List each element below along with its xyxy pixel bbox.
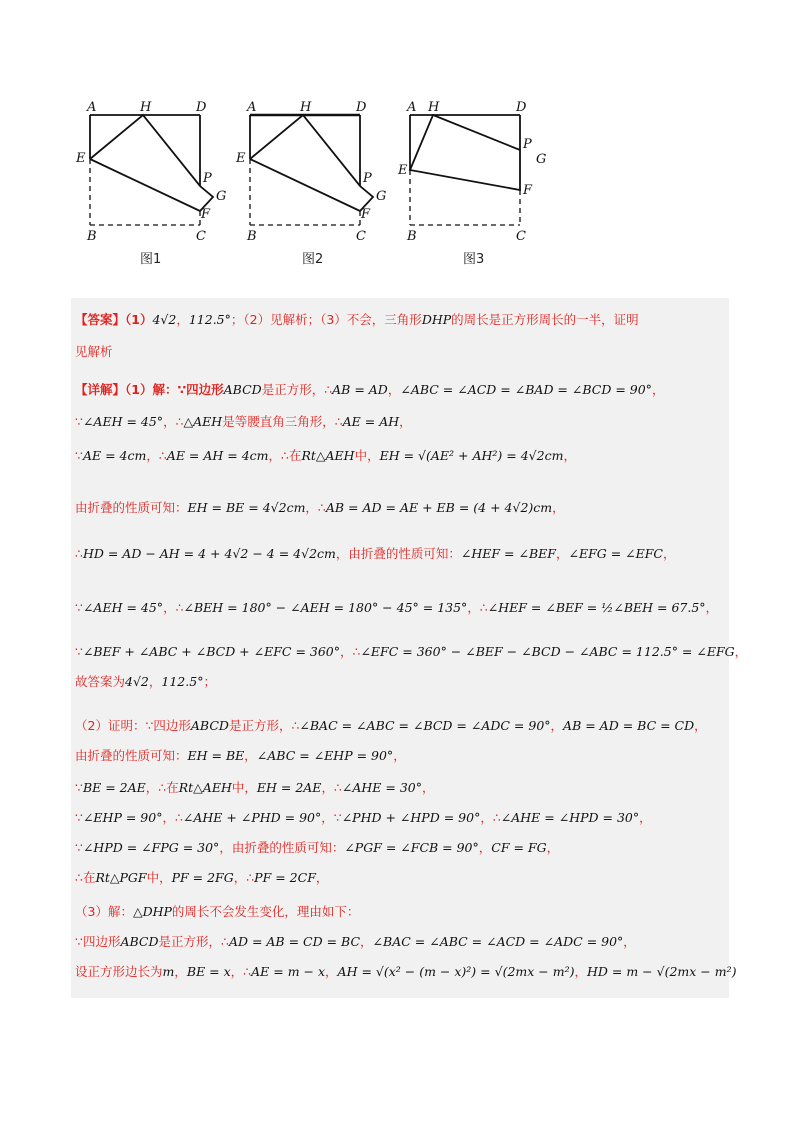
solution-text: 中，	[354, 448, 380, 463]
math-expression: ∠HPD = ∠FPG = 30°	[82, 840, 220, 855]
label-B2: B	[247, 229, 257, 244]
label-F1: F	[201, 207, 211, 222]
solution-text: ，	[399, 414, 412, 429]
solution-text: （3）解：	[75, 904, 133, 919]
label-E2: E	[236, 151, 246, 166]
solution-text: 见解析	[75, 344, 113, 359]
solution-line	[75, 380, 664, 398]
math-expression: EH = BE	[187, 748, 245, 763]
solution-line	[75, 598, 718, 616]
solution-line	[75, 902, 359, 920]
math-expression: ∠AEH = 45°	[82, 414, 164, 429]
math-expression: △AEH	[183, 414, 223, 429]
solution-line	[75, 716, 707, 734]
math-expression: ∠EFG = ∠EFC	[568, 546, 663, 561]
math-expression: ∠ABC = ∠EHP = 90°	[256, 748, 394, 763]
math-expression: 112.5°	[161, 674, 204, 689]
solution-text: ，∴	[305, 500, 326, 515]
solution-text: ，∴	[146, 448, 167, 463]
math-expression: ∠HEF = ∠BEF = ½∠BEH = 67.5°	[487, 600, 706, 615]
label-P1: P	[203, 171, 212, 186]
solution-text: ∵	[75, 600, 83, 615]
solution-text: ，	[705, 600, 719, 615]
math-expression: ∠ABC = ∠ACD = ∠BAD = ∠BCD = 90°	[400, 382, 652, 397]
math-expression: ABCD	[190, 718, 229, 733]
label-H1: H	[140, 100, 152, 115]
solution-text: 由折叠的性质可知：	[75, 748, 188, 763]
math-expression: ∠BEH = 180° − ∠AEH = 180° − 45° = 135°	[183, 600, 468, 615]
label-A2: A	[247, 100, 257, 115]
label-E1: E	[76, 151, 86, 166]
solution-line	[75, 868, 328, 886]
math-expression: BE = 2AE	[82, 780, 146, 795]
label-D3: D	[516, 100, 527, 115]
solution-line	[75, 310, 639, 328]
solution-text: ∵	[75, 448, 83, 463]
solution-line	[75, 838, 559, 856]
solution-text: 是正方形，∴	[228, 718, 300, 733]
solution-text: 的周长是正方形周长的一半，证明	[451, 312, 639, 327]
math-expression: △DHP	[132, 904, 172, 919]
solution-text: 是等腰直角三角形，∴	[222, 414, 343, 429]
math-expression: PF = 2FG	[171, 870, 234, 885]
math-expression: AD = AB = CD = BC	[228, 934, 361, 949]
label-C2: C	[356, 229, 366, 244]
solution-text: ；（2）见解析；（3）不会，三角形	[230, 312, 422, 327]
math-expression: 112.5°	[188, 312, 231, 327]
math-expression: AB = AD = AE + EB = (4 + 4√2)cm	[325, 500, 553, 515]
label-D1: D	[196, 100, 207, 115]
solution-line	[75, 412, 412, 430]
caption-fig3: 图3	[463, 252, 485, 267]
math-expression: ∠EHP = 90°	[82, 810, 163, 825]
math-expression: DHP	[421, 312, 452, 327]
solution-text: ，	[563, 448, 576, 463]
math-expression: ∠AEH = 45°	[82, 600, 164, 615]
solution-text: ，∴	[233, 870, 255, 885]
figure-3	[410, 115, 520, 225]
solution-text: ，	[315, 870, 329, 885]
math-expression: AB = AD	[332, 382, 388, 397]
solution-text: ，∴	[321, 780, 342, 795]
solution-panel	[71, 298, 748, 998]
solution-text: ，∴	[163, 414, 184, 429]
solution-text: 是正方形，∴	[158, 934, 229, 949]
figure-1	[90, 115, 213, 225]
solution-line	[75, 778, 435, 796]
solution-text: ，	[148, 674, 162, 689]
label-E3: E	[398, 163, 408, 178]
label-H3: H	[428, 100, 440, 115]
solution-text: 【详解】（1）解：∵四边形	[75, 382, 224, 397]
solution-text: ，	[393, 748, 406, 763]
solution-text: 故答案为	[75, 674, 126, 689]
solution-text: ，	[734, 644, 748, 659]
solution-text: ，由折叠的性质可知：	[219, 840, 345, 855]
math-expression: ∠BAC = ∠ABC = ∠ACD = ∠ADC = 90°	[372, 934, 624, 949]
label-D2: D	[356, 100, 367, 115]
solution-text: ，∴在	[145, 780, 179, 795]
label-A3: A	[407, 100, 417, 115]
math-expression: ∠BAC = ∠ABC = ∠BCD = ∠ADC = 90°	[299, 718, 551, 733]
solution-text: ，	[244, 748, 257, 763]
math-expression: CF = FG	[491, 840, 547, 855]
solution-text: ，	[176, 312, 189, 327]
math-expression: ∠AHE = 30°	[341, 780, 422, 795]
math-expression: m	[162, 964, 175, 979]
solution-text: 设正方形边长为	[75, 964, 163, 979]
solution-line	[75, 642, 747, 660]
solution-text: ∵	[75, 414, 83, 429]
math-expression: AE = m − x	[251, 964, 326, 979]
solution-text: （2）证明：∵四边形	[75, 718, 191, 733]
math-expression: AE = AH	[342, 414, 400, 429]
solution-line	[75, 962, 736, 980]
label-F2: F	[361, 207, 371, 222]
math-expression: ∠AHE = ∠HPD = 30°	[500, 810, 640, 825]
solution-text: 的周长不会发生变化，理由如下：	[171, 904, 360, 919]
solution-text: ，	[639, 810, 652, 825]
solution-line	[75, 544, 676, 562]
math-expression: 4√2	[152, 312, 177, 327]
solution-text: ，	[478, 840, 492, 855]
math-expression: ∠PHD + ∠HPD = 90°	[341, 810, 481, 825]
solution-text: ∵	[75, 644, 83, 659]
math-expression: ∠PGF = ∠FCB = 90°	[344, 840, 479, 855]
solution-text: ，	[422, 780, 435, 795]
solution-text: 中，	[231, 780, 257, 795]
solution-text: 中，	[146, 870, 172, 885]
solution-line	[75, 808, 652, 826]
math-expression: EH = BE = 4√2cm	[187, 500, 306, 515]
label-G3: G	[536, 152, 547, 167]
solution-text: ，	[623, 934, 636, 949]
figure-labels	[75, 100, 546, 244]
solution-text: ∴	[75, 546, 83, 561]
math-expression: 4√2	[125, 674, 149, 689]
solution-text: ∵	[75, 840, 83, 855]
label-P2: P	[363, 171, 372, 186]
solution-text: ，∴	[467, 600, 488, 615]
solution-text: ，	[552, 500, 565, 515]
solution-text: ，	[574, 964, 587, 979]
solution-text: ，∴	[163, 600, 184, 615]
label-A1: A	[87, 100, 97, 115]
label-F3: F	[523, 183, 533, 198]
solution-text: ，	[360, 934, 373, 949]
math-expression: AE = 4cm	[82, 448, 147, 463]
math-expression: Rt△PGF	[95, 870, 147, 885]
solution-text: ∵四边形	[75, 934, 121, 949]
solution-text: ，	[174, 964, 187, 979]
solution-text: 【答案】（1）	[75, 312, 153, 327]
label-B3: B	[407, 229, 417, 244]
label-B1: B	[87, 229, 97, 244]
math-expression: HD = AD − AH = 4 + 4√2 − 4 = 4√2cm	[82, 546, 336, 561]
solution-text: ，∴	[162, 810, 183, 825]
math-expression: AE = AH = 4cm	[166, 448, 269, 463]
solution-text: ，∵	[321, 810, 342, 825]
math-expression: ∠HEF = ∠BEF	[460, 546, 556, 561]
solution-text: ，	[555, 546, 569, 561]
math-expression: ∠BEF + ∠ABC + ∠BCD + ∠EFC = 360°	[82, 644, 340, 659]
solution-text: ；	[203, 674, 216, 689]
label-G1: G	[216, 189, 227, 204]
math-expression: Rt△AEH	[178, 780, 232, 795]
solution-line	[75, 498, 565, 516]
solution-text: ，	[325, 964, 338, 979]
solution-line	[75, 342, 113, 360]
math-expression: EH = √(AE² + AH²) = 4√2cm	[379, 448, 564, 463]
label-C3: C	[516, 229, 526, 244]
label-C1: C	[196, 229, 206, 244]
math-expression: EH = 2AE	[256, 780, 322, 795]
label-G2: G	[376, 189, 387, 204]
label-P3: P	[523, 137, 532, 152]
solution-text: ，	[694, 718, 707, 733]
caption-fig2: 图2	[302, 252, 324, 267]
solution-text: ，	[651, 382, 665, 397]
math-expression: ABCD	[120, 934, 159, 949]
math-expression: AH = √(x² − (m − x)²) = √(2mx − m²)	[337, 964, 575, 979]
solution-text: ∵	[75, 780, 83, 795]
solution-text: ，	[387, 382, 401, 397]
solution-text: ，∴	[480, 810, 501, 825]
solution-text: ∴在	[75, 870, 96, 885]
solution-line	[75, 672, 216, 690]
math-expression: PF = 2CF	[254, 870, 316, 885]
math-expression: Rt△AEH	[301, 448, 355, 463]
solution-text: ，	[550, 718, 564, 733]
solution-text: ，	[663, 546, 676, 561]
solution-text: ，∴在	[268, 448, 302, 463]
solution-line	[75, 446, 576, 464]
solution-line	[75, 746, 406, 764]
caption-fig1: 图1	[140, 252, 162, 267]
solution-text: 是正方形，∴	[261, 382, 333, 397]
label-H2: H	[300, 100, 312, 115]
solution-text: ，	[546, 840, 560, 855]
solution-text: ，由折叠的性质可知：	[335, 546, 461, 561]
solution-text: ，∴	[230, 964, 252, 979]
solution-text: ∵	[75, 810, 83, 825]
figures-area	[70, 90, 590, 275]
math-expression: ∠EFC = 360° − ∠BEF − ∠BCD − ∠ABC = 112.5° = ∠EFG	[360, 644, 735, 659]
math-expression: HD = m − √(2mx − m²)	[586, 964, 737, 979]
solution-text: 由折叠的性质可知：	[75, 500, 188, 515]
math-expression: ∠AHE + ∠PHD = 90°	[182, 810, 322, 825]
figure-2	[250, 115, 373, 225]
solution-line	[75, 932, 636, 950]
solution-text: ，∴	[340, 644, 361, 659]
math-expression: ABCD	[223, 382, 262, 397]
math-expression: AB = AD = BC = CD	[563, 718, 695, 733]
math-expression: BE = x	[186, 964, 231, 979]
